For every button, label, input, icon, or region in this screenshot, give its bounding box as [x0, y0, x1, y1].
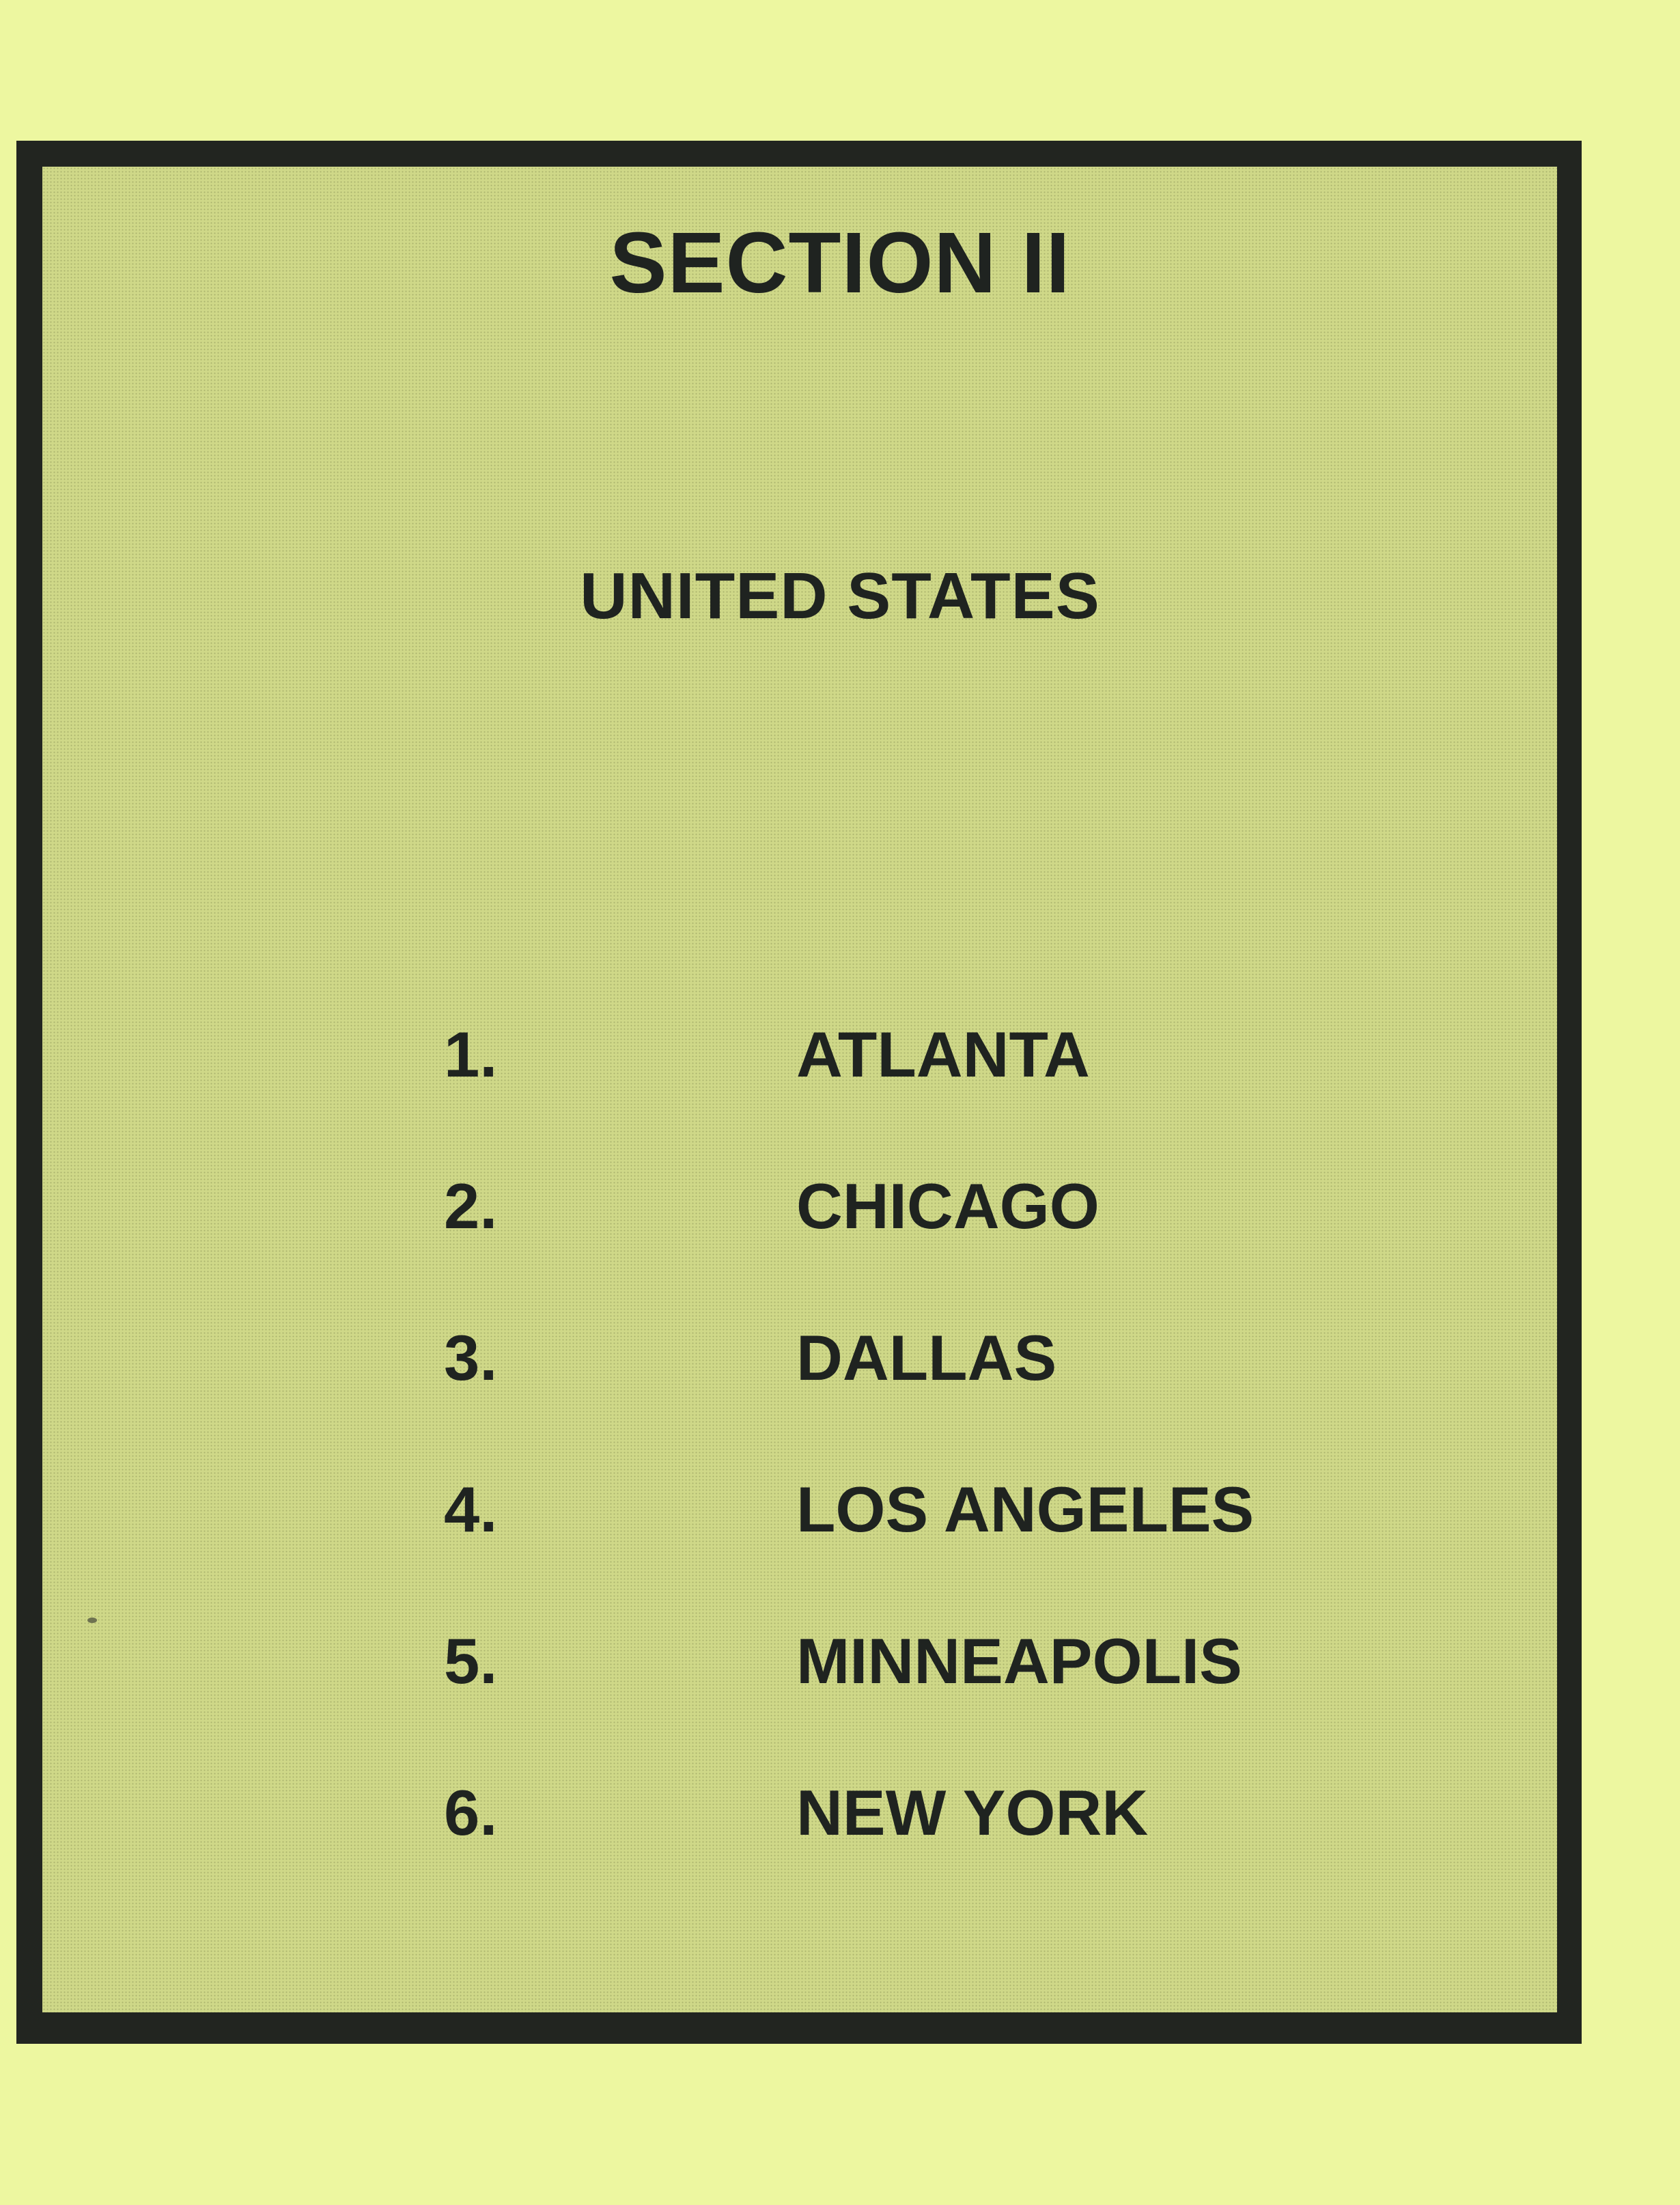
country-title: UNITED STATES	[580, 559, 1100, 633]
section-title: SECTION II	[609, 214, 1071, 311]
city-name: CHICAGO	[796, 1170, 1100, 1242]
city-name: DALLAS	[796, 1322, 1057, 1393]
city-number: 6.	[444, 1777, 498, 1848]
city-name: NEW YORK	[796, 1777, 1149, 1848]
city-name: MINNEAPOLIS	[796, 1625, 1242, 1697]
city-list-item	[0, 1473, 1680, 1555]
city-number: 2.	[444, 1170, 498, 1242]
paper-speck	[87, 1618, 97, 1623]
city-list-item	[0, 1018, 1680, 1100]
city-list-item	[0, 1776, 1680, 1858]
city-number: 5.	[444, 1625, 498, 1697]
city-list-item	[0, 1624, 1680, 1706]
city-list-item	[0, 1169, 1680, 1251]
city-name: LOS ANGELES	[796, 1473, 1255, 1545]
city-number: 1.	[444, 1018, 498, 1090]
city-number: 4.	[444, 1473, 498, 1545]
city-list-item	[0, 1321, 1680, 1403]
city-number: 3.	[444, 1322, 498, 1393]
city-name: ATLANTA	[796, 1018, 1090, 1090]
